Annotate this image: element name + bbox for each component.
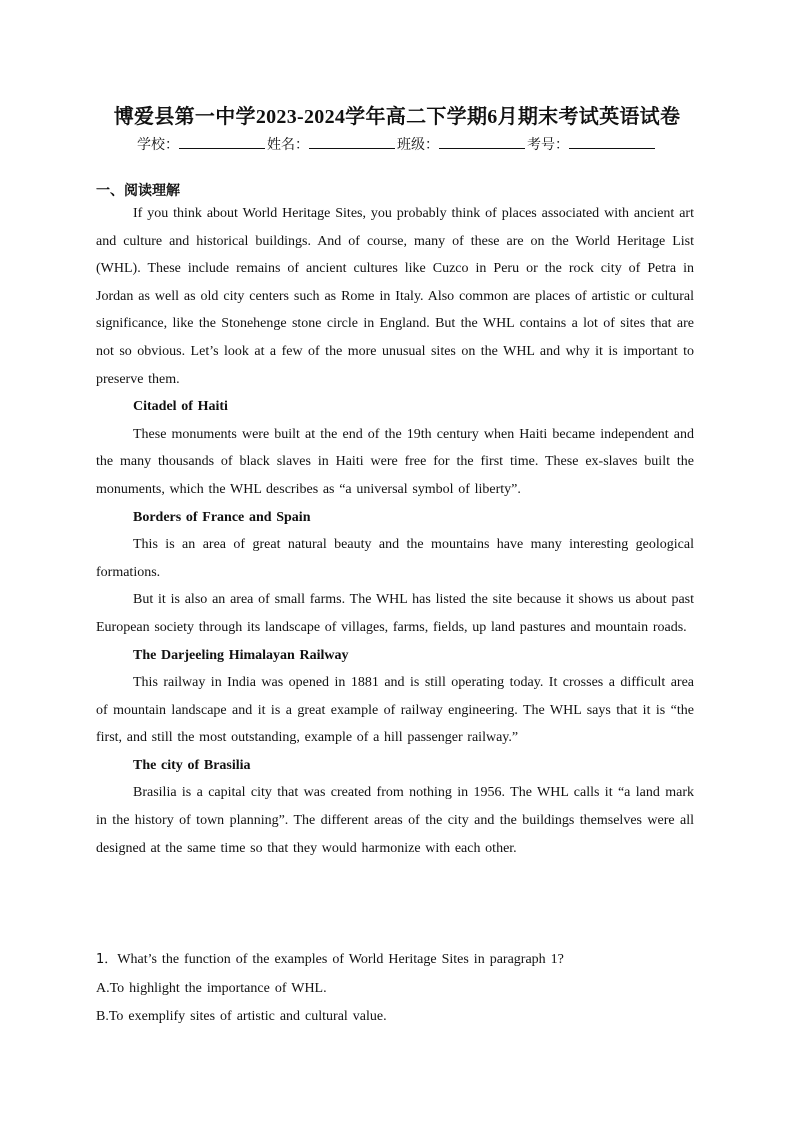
subsection-heading-borders: Borders of France and Spain <box>133 509 311 525</box>
school-label: 学校： <box>137 137 179 153</box>
option-b[interactable]: B.To exemplify sites of artistic and cultural value. <box>96 1009 387 1024</box>
question-number: 1． <box>96 952 118 967</box>
brasilia-paragraph: Brasilia is a capital city that was created from nothing in 1956. The WHL calls it “a land mark in the history of town planning”. The different areas of the city and the buildings themselves were all designed at the same time so that they would harmonize with each other. <box>96 785 694 856</box>
name-label: 姓名： <box>267 137 309 153</box>
subsection-heading-railway: The Darjeeling Himalayan Railway <box>133 647 349 663</box>
borders-paragraph-2: But it is also an area of small farms. The WHL has listed the site because it shows us about past European society through its landscape of villages, farms, fields, up land pastures and mountain roads. <box>96 592 694 635</box>
question-stem: What’s the function of the examples of World Heritage Sites in paragraph 1? <box>117 952 564 967</box>
page-title: 博爱县第一中学2023-2024学年高二下学期6月期末考试英语试卷 <box>113 106 681 128</box>
subsection-heading-brasilia: The city of Brasilia <box>133 757 251 773</box>
question-block <box>96 946 694 1032</box>
subsection-heading-haiti: Citadel of Haiti <box>133 399 228 415</box>
class-label: 班级： <box>397 137 439 153</box>
haiti-paragraph: These monuments were built at the end of the 19th century when Haiti became independent and the many thousands of black slaves in Haiti were free for the first time. These ex-slaves built the monuments, which the WHL describes as “a universal symbol of liberty”. <box>96 426 694 497</box>
name-blank[interactable] <box>309 134 395 149</box>
section-heading: 一、阅读理解 <box>96 183 180 199</box>
railway-paragraph: This railway in India was opened in 1881 and is still operating today. It crosses a difficult area of mountain landscape and it is a great example of railway engineering. The WHL says that it is “the first, and still the most outstanding, example of a hill passenger railway.” <box>96 675 694 746</box>
reading-passage <box>96 200 694 862</box>
option-a[interactable]: A.To highlight the importance of WHL. <box>96 980 327 996</box>
borders-paragraph-1: This is an area of great natural beauty and the mountains have many interesting geological formations. <box>96 537 694 580</box>
class-blank[interactable] <box>439 134 525 149</box>
intro-paragraph: If you think about World Heritage Sites, you probably think of places associated with ancient art and culture and historical buildings. And of course, many of these are on the World Heritage List (WHL). These include remains of ancient cultures like Cuzco in Peru or the rock city of Petra in Jordan as well as old city centers such as Rome in Italy. Also common are places of artistic or cultural significance, like the Stonehenge stone circle in England. But the WHL contains a lot of sites that are not so obvious. Let’s look at a few of the more unusual sites on the WHL and why it is important to preserve them. <box>96 206 694 387</box>
question-stem-line <box>96 946 694 975</box>
exam-no-label: 考号： <box>527 137 569 153</box>
student-info-line <box>0 134 794 154</box>
exam-no-blank[interactable] <box>569 134 655 149</box>
school-blank[interactable] <box>179 134 265 149</box>
